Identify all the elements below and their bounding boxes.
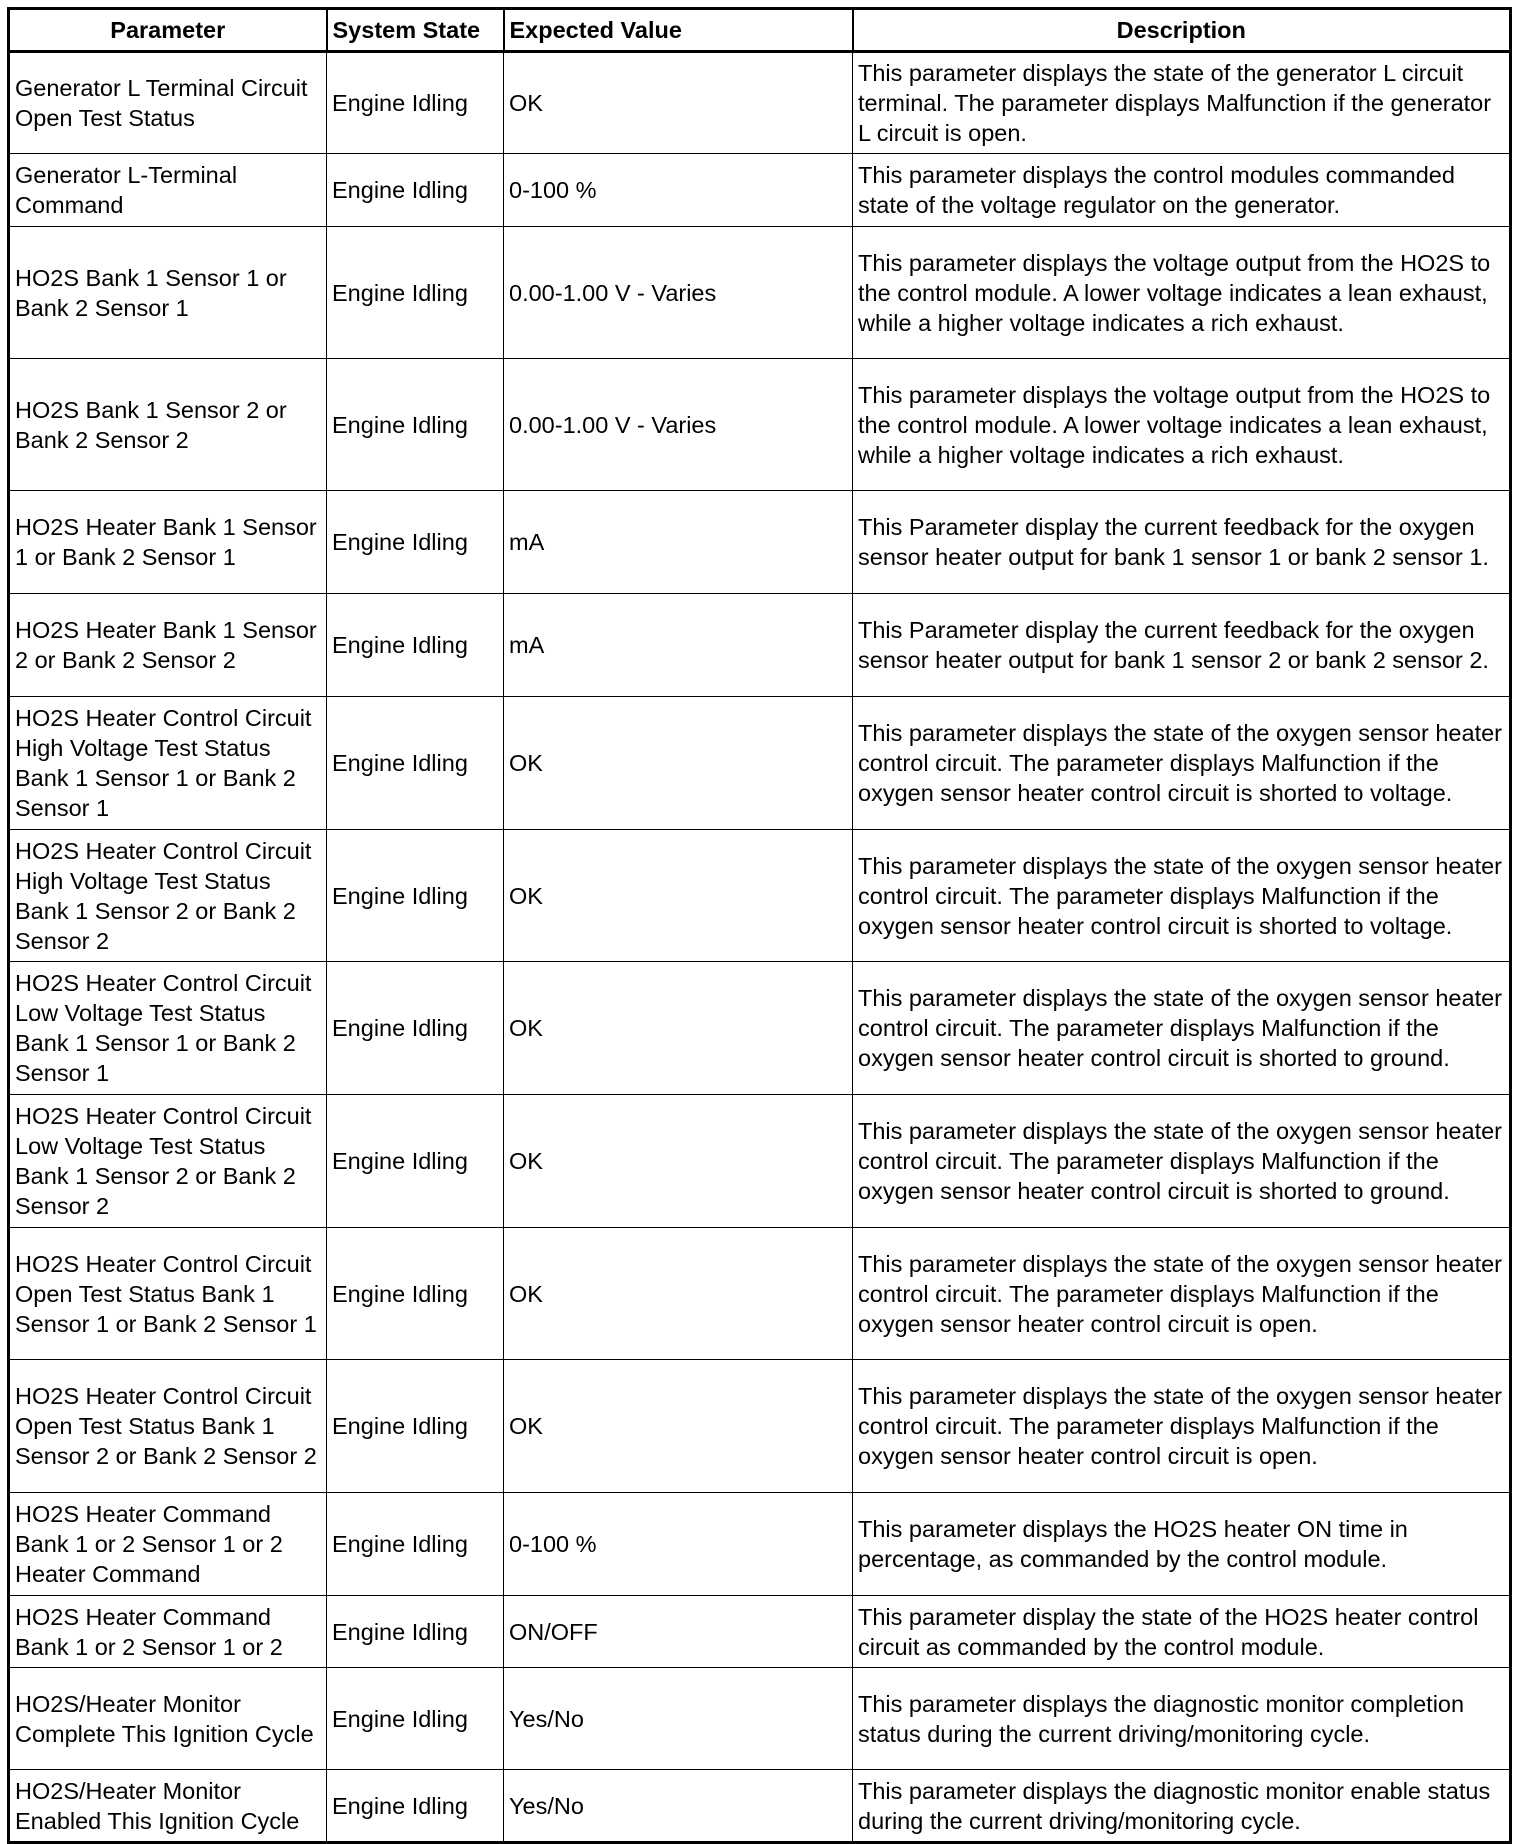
parameter-cell: HO2S Heater Control Circuit Open Test Status Bank 1 Sensor 1 or Bank 2 Sensor 1 — [9, 1228, 327, 1360]
table-row — [9, 1228, 1511, 1360]
parameter-cell: HO2S/Heater Monitor Enabled This Ignition Cycle — [9, 1770, 327, 1843]
parameter-cell: HO2S Heater Bank 1 Sensor 2 or Bank 2 Sensor 2 — [9, 594, 327, 697]
system-state-cell: Engine Idling — [327, 1770, 504, 1843]
table-row — [9, 1596, 1511, 1668]
description-cell: This parameter displays the voltage output from the HO2S to the control module. A lower voltage indicates a lean exhaust, while a higher voltage indicates a rich exhaust. — [853, 359, 1511, 491]
expected-value-cell: 0-100 % — [504, 154, 853, 227]
expected-value-cell: OK — [504, 697, 853, 830]
header-system-state: System State — [327, 9, 504, 52]
header-row — [9, 9, 1511, 52]
parameter-cell: HO2S Bank 1 Sensor 1 or Bank 2 Sensor 1 — [9, 227, 327, 359]
description-cell: This parameter displays the state of the oxygen sensor heater control circuit. The parameter displays Malfunction if the oxygen sensor heater control circuit is open. — [853, 1228, 1511, 1360]
system-state-cell: Engine Idling — [327, 52, 504, 154]
expected-value-cell: 0-100 % — [504, 1493, 853, 1596]
expected-value-cell: OK — [504, 1360, 853, 1493]
description-cell: This Parameter display the current feedback for the oxygen sensor heater output for bank 1 sensor 2 or bank 2 sensor 2. — [853, 594, 1511, 697]
parameter-cell: HO2S Heater Bank 1 Sensor 1 or Bank 2 Sensor 1 — [9, 491, 327, 594]
table-row — [9, 1360, 1511, 1493]
description-cell: This parameter displays the state of the generator L circuit terminal. The parameter displays Malfunction if the generator L circuit is open. — [853, 52, 1511, 154]
header-description: Description — [853, 9, 1511, 52]
expected-value-cell: OK — [504, 52, 853, 154]
expected-value-cell: ON/OFF — [504, 1596, 853, 1668]
description-cell: This parameter displays the state of the oxygen sensor heater control circuit. The parameter displays Malfunction if the oxygen sensor heater control circuit is shorted to voltage. — [853, 830, 1511, 962]
expected-value-cell: OK — [504, 830, 853, 962]
header-expected-value: Expected Value — [504, 9, 853, 52]
system-state-cell: Engine Idling — [327, 594, 504, 697]
expected-value-cell: OK — [504, 962, 853, 1095]
parameter-cell: HO2S Heater Control Circuit High Voltage Test Status Bank 1 Sensor 1 or Bank 2 Sensor 1 — [9, 697, 327, 830]
expected-value-cell: 0.00-1.00 V - Varies — [504, 359, 853, 491]
system-state-cell: Engine Idling — [327, 227, 504, 359]
parameter-cell: HO2S Bank 1 Sensor 2 or Bank 2 Sensor 2 — [9, 359, 327, 491]
parameter-cell: Generator L Terminal Circuit Open Test Status — [9, 52, 327, 154]
system-state-cell: Engine Idling — [327, 1095, 504, 1228]
system-state-cell: Engine Idling — [327, 1228, 504, 1360]
description-cell: This parameter displays the diagnostic monitor enable status during the current driving/monitoring cycle. — [853, 1770, 1511, 1843]
table-row — [9, 697, 1511, 830]
expected-value-cell: OK — [504, 1095, 853, 1228]
table-row — [9, 52, 1511, 154]
table-row — [9, 1493, 1511, 1596]
system-state-cell: Engine Idling — [327, 830, 504, 962]
expected-value-cell: Yes/No — [504, 1668, 853, 1770]
parameter-table — [7, 7, 1512, 1844]
table-row — [9, 491, 1511, 594]
description-cell: This parameter display the state of the HO2S heater control circuit as commanded by the control module. — [853, 1596, 1511, 1668]
description-cell: This parameter displays the control modules commanded state of the voltage regulator on the generator. — [853, 154, 1511, 227]
parameter-cell: HO2S Heater Control Circuit Low Voltage Test Status Bank 1 Sensor 1 or Bank 2 Sensor 1 — [9, 962, 327, 1095]
description-cell: This parameter displays the state of the oxygen sensor heater control circuit. The parameter displays Malfunction if the oxygen sensor heater control circuit is shorted to voltage. — [853, 697, 1511, 830]
parameter-cell: HO2S Heater Command Bank 1 or 2 Sensor 1 or 2 Heater Command — [9, 1493, 327, 1596]
system-state-cell: Engine Idling — [327, 697, 504, 830]
expected-value-cell: mA — [504, 594, 853, 697]
table-row — [9, 962, 1511, 1095]
system-state-cell: Engine Idling — [327, 359, 504, 491]
table-row — [9, 227, 1511, 359]
expected-value-cell: mA — [504, 491, 853, 594]
description-cell: This parameter displays the HO2S heater ON time in percentage, as commanded by the control module. — [853, 1493, 1511, 1596]
description-cell: This parameter displays the state of the oxygen sensor heater control circuit. The parameter displays Malfunction if the oxygen sensor heater control circuit is shorted to ground. — [853, 962, 1511, 1095]
system-state-cell: Engine Idling — [327, 491, 504, 594]
description-cell: This Parameter display the current feedback for the oxygen sensor heater output for bank 1 sensor 1 or bank 2 sensor 1. — [853, 491, 1511, 594]
description-cell: This parameter displays the state of the oxygen sensor heater control circuit. The parameter displays Malfunction if the oxygen sensor heater control circuit is open. — [853, 1360, 1511, 1493]
table-row — [9, 359, 1511, 491]
expected-value-cell: Yes/No — [504, 1770, 853, 1843]
system-state-cell: Engine Idling — [327, 1668, 504, 1770]
header-parameter: Parameter — [9, 9, 327, 52]
table-row — [9, 830, 1511, 962]
description-cell: This parameter displays the diagnostic monitor completion status during the current driving/monitoring cycle. — [853, 1668, 1511, 1770]
parameter-cell: HO2S Heater Control Circuit High Voltage Test Status Bank 1 Sensor 2 or Bank 2 Sensor 2 — [9, 830, 327, 962]
system-state-cell: Engine Idling — [327, 1360, 504, 1493]
table-row — [9, 154, 1511, 227]
table-row — [9, 1095, 1511, 1228]
table-row — [9, 1770, 1511, 1843]
parameter-cell: HO2S Heater Control Circuit Low Voltage Test Status Bank 1 Sensor 2 or Bank 2 Sensor 2 — [9, 1095, 327, 1228]
table-row — [9, 1668, 1511, 1770]
parameter-cell: HO2S Heater Command Bank 1 or 2 Sensor 1 or 2 — [9, 1596, 327, 1668]
system-state-cell: Engine Idling — [327, 1493, 504, 1596]
parameter-cell: Generator L-Terminal Command — [9, 154, 327, 227]
system-state-cell: Engine Idling — [327, 1596, 504, 1668]
parameter-cell: HO2S/Heater Monitor Complete This Ignition Cycle — [9, 1668, 327, 1770]
system-state-cell: Engine Idling — [327, 962, 504, 1095]
table-row — [9, 594, 1511, 697]
expected-value-cell: 0.00-1.00 V - Varies — [504, 227, 853, 359]
expected-value-cell: OK — [504, 1228, 853, 1360]
parameter-cell: HO2S Heater Control Circuit Open Test Status Bank 1 Sensor 2 or Bank 2 Sensor 2 — [9, 1360, 327, 1493]
system-state-cell: Engine Idling — [327, 154, 504, 227]
description-cell: This parameter displays the voltage output from the HO2S to the control module. A lower voltage indicates a lean exhaust, while a higher voltage indicates a rich exhaust. — [853, 227, 1511, 359]
description-cell: This parameter displays the state of the oxygen sensor heater control circuit. The parameter displays Malfunction if the oxygen sensor heater control circuit is shorted to ground. — [853, 1095, 1511, 1228]
